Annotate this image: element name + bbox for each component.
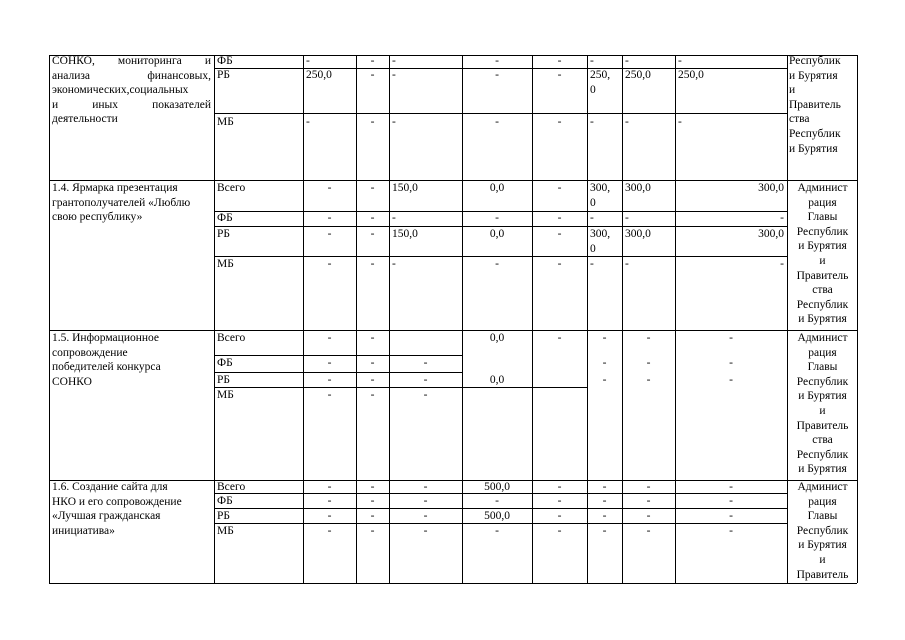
amount-cell: 300, 0 [590, 182, 611, 209]
amount-cell: 300,0 [625, 228, 651, 240]
amount-cell: - [495, 525, 499, 537]
amount-cell: - [557, 55, 562, 67]
funding-source: ФБ [217, 357, 233, 369]
amount-cell: - [602, 510, 607, 522]
funding-source: Всего [217, 182, 246, 194]
funding-source: РБ [217, 374, 230, 386]
amount-cell: - [327, 525, 332, 537]
amount-cell: 150,0 [392, 182, 418, 194]
program-title-line: экономических,социальных [52, 84, 189, 97]
amount-cell: 250,0 [678, 69, 704, 81]
amount-cell: - [495, 258, 499, 270]
amount-cell: - [646, 481, 651, 493]
amount-cell: 300,0 [758, 228, 784, 240]
amount-cell: - [646, 357, 651, 369]
amount-cell: - [392, 116, 396, 128]
amount-cell: - [602, 357, 607, 369]
amount-cell: - [557, 481, 562, 493]
amount-cell: - [423, 389, 428, 401]
table-column-border [49, 55, 50, 583]
amount-cell: - [392, 258, 396, 270]
table-bottom-border [49, 583, 857, 584]
amount-cell: - [370, 116, 375, 128]
amount-cell: - [370, 69, 375, 81]
funding-source: РБ [217, 510, 230, 522]
amount-cell: - [327, 481, 332, 493]
amount-cell: - [370, 389, 375, 401]
table-column-border [675, 55, 676, 583]
table-column-border [532, 55, 533, 583]
amount-cell: - [602, 495, 607, 507]
amount-cell: - [557, 332, 562, 344]
amount-cell: - [590, 116, 594, 128]
amount-cell: - [602, 374, 607, 386]
row-border [214, 113, 787, 114]
amount-cell: - [327, 182, 332, 194]
amount-cell: - [327, 332, 332, 344]
amount-cell: - [370, 495, 375, 507]
table-column-border [356, 55, 357, 583]
program-title-line: СОНКО, мониторинга и [52, 55, 211, 67]
amount-cell: - [423, 495, 428, 507]
funding-source: ФБ [217, 495, 233, 507]
amount-cell: - [557, 212, 562, 224]
responsible-executor: Админист рация Главы Республик и Бурятия и Правитель ства Республик и Бурятия [796, 182, 849, 326]
funding-source: РБ [217, 228, 230, 240]
program-title: 1.5. Информационное сопровождение победителей конкурса СОНКО [52, 332, 161, 388]
amount-cell: 300, 0 [590, 228, 611, 255]
amount-cell: - [678, 55, 682, 67]
amount-cell: - [602, 332, 607, 344]
amount-cell: - [370, 357, 375, 369]
amount-cell: - [646, 374, 651, 386]
amount-cell: - [729, 374, 733, 386]
funding-source: МБ [217, 389, 234, 401]
amount-cell: - [423, 357, 428, 369]
amount-cell: - [370, 481, 375, 493]
amount-cell: - [646, 495, 651, 507]
amount-cell: - [423, 481, 428, 493]
amount-cell: - [602, 481, 607, 493]
amount-cell: - [495, 212, 499, 224]
amount-cell: - [392, 55, 396, 67]
amount-cell: - [646, 332, 651, 344]
amount-cell: - [557, 116, 562, 128]
amount-cell: - [423, 510, 428, 522]
amount-cell: 0,0 [489, 332, 505, 344]
amount-cell: - [327, 228, 332, 240]
amount-cell: - [495, 495, 499, 507]
amount-cell: - [423, 525, 428, 537]
amount-cell: - [729, 332, 733, 344]
table-column-border [857, 55, 858, 583]
amount-cell: - [392, 212, 396, 224]
amount-cell: - [729, 495, 733, 507]
funding-source: МБ [217, 258, 234, 270]
amount-cell: 300,0 [625, 182, 651, 194]
amount-cell: 300,0 [758, 182, 784, 194]
amount-cell: 250, 0 [590, 69, 611, 96]
amount-cell: - [780, 258, 784, 270]
amount-cell: - [370, 332, 375, 344]
amount-cell: - [557, 228, 562, 240]
amount-cell: - [327, 389, 332, 401]
amount-cell: - [590, 258, 594, 270]
program-title: 1.6. Создание сайта для НКО и его сопровождение «Лучшая гражданская инициатива» [52, 481, 182, 537]
program-title: 1.4. Ярмарка презентация грантополучателей «Люблю свою республику» [52, 182, 191, 224]
amount-cell: - [495, 69, 499, 81]
table-column-border [622, 55, 623, 583]
table-column-border [389, 55, 390, 583]
table-column-border [587, 55, 588, 583]
table-column-border [303, 55, 304, 583]
amount-cell: - [370, 182, 375, 194]
amount-cell: - [370, 228, 375, 240]
amount-cell: - [729, 357, 733, 369]
amount-cell: - [327, 357, 332, 369]
amount-cell: - [495, 55, 499, 67]
table-column-border [787, 55, 788, 583]
amount-cell: - [646, 525, 651, 537]
amount-cell: 150,0 [392, 228, 418, 240]
amount-cell: - [557, 510, 562, 522]
amount-cell: - [729, 510, 733, 522]
amount-cell: - [370, 510, 375, 522]
amount-cell: - [370, 55, 375, 67]
amount-cell: 250,0 [306, 69, 332, 81]
amount-cell: - [495, 116, 499, 128]
amount-cell: - [557, 182, 562, 194]
amount-cell: - [327, 258, 332, 270]
funding-source: МБ [217, 525, 234, 537]
amount-cell: - [423, 374, 428, 386]
amount-cell: - [625, 212, 629, 224]
funding-source: МБ [217, 116, 234, 128]
funding-source: РБ [217, 69, 230, 81]
amount-cell: - [557, 525, 562, 537]
funding-source: ФБ [217, 212, 233, 224]
amount-cell: - [306, 116, 310, 128]
program-title-line: и иных показателей [52, 98, 211, 111]
amount-cell: - [557, 258, 562, 270]
amount-cell: - [602, 525, 607, 537]
amount-cell: - [370, 525, 375, 537]
amount-cell: 0,0 [489, 374, 505, 386]
amount-cell: - [780, 212, 784, 224]
amount-cell: - [678, 116, 682, 128]
amount-cell: 500,0 [484, 510, 510, 522]
amount-cell: 500,0 [484, 481, 510, 493]
amount-cell: - [646, 510, 651, 522]
amount-cell: - [327, 374, 332, 386]
amount-cell: - [370, 374, 375, 386]
amount-cell: - [590, 55, 594, 67]
program-title-line: анализа финансовых, [52, 69, 211, 82]
amount-cell: - [557, 495, 562, 507]
funding-source: Всего [217, 481, 246, 493]
amount-cell: - [392, 69, 396, 81]
responsible-executor: Админист рация Главы Республик и Бурятия и Правитель [796, 481, 849, 581]
amount-cell: - [625, 116, 629, 128]
amount-cell: - [590, 212, 594, 224]
funding-source: Всего [217, 332, 246, 344]
funding-source: ФБ [217, 55, 233, 67]
amount-cell: - [729, 525, 733, 537]
amount-cell: - [327, 495, 332, 507]
amount-cell: - [370, 258, 375, 270]
amount-cell: 250,0 [625, 69, 651, 81]
table-column-border [462, 55, 463, 583]
amount-cell: 0,0 [489, 228, 505, 240]
amount-cell: - [625, 55, 629, 67]
responsible-executor: Республик и Бурятия и Правитель ства Республик и Бурятия [789, 55, 841, 155]
amount-cell: - [327, 212, 332, 224]
amount-cell: - [370, 212, 375, 224]
amount-cell: - [557, 69, 562, 81]
amount-cell: - [306, 55, 310, 67]
responsible-executor: Админист рация Главы Республик и Бурятия и Правитель ства Республик и Бурятия [796, 332, 849, 476]
amount-cell: - [327, 510, 332, 522]
amount-cell: - [625, 258, 629, 270]
amount-cell: 0,0 [489, 182, 505, 194]
table-column-border [214, 55, 215, 583]
program-title-line: деятельности [52, 113, 118, 126]
amount-cell: - [729, 481, 733, 493]
